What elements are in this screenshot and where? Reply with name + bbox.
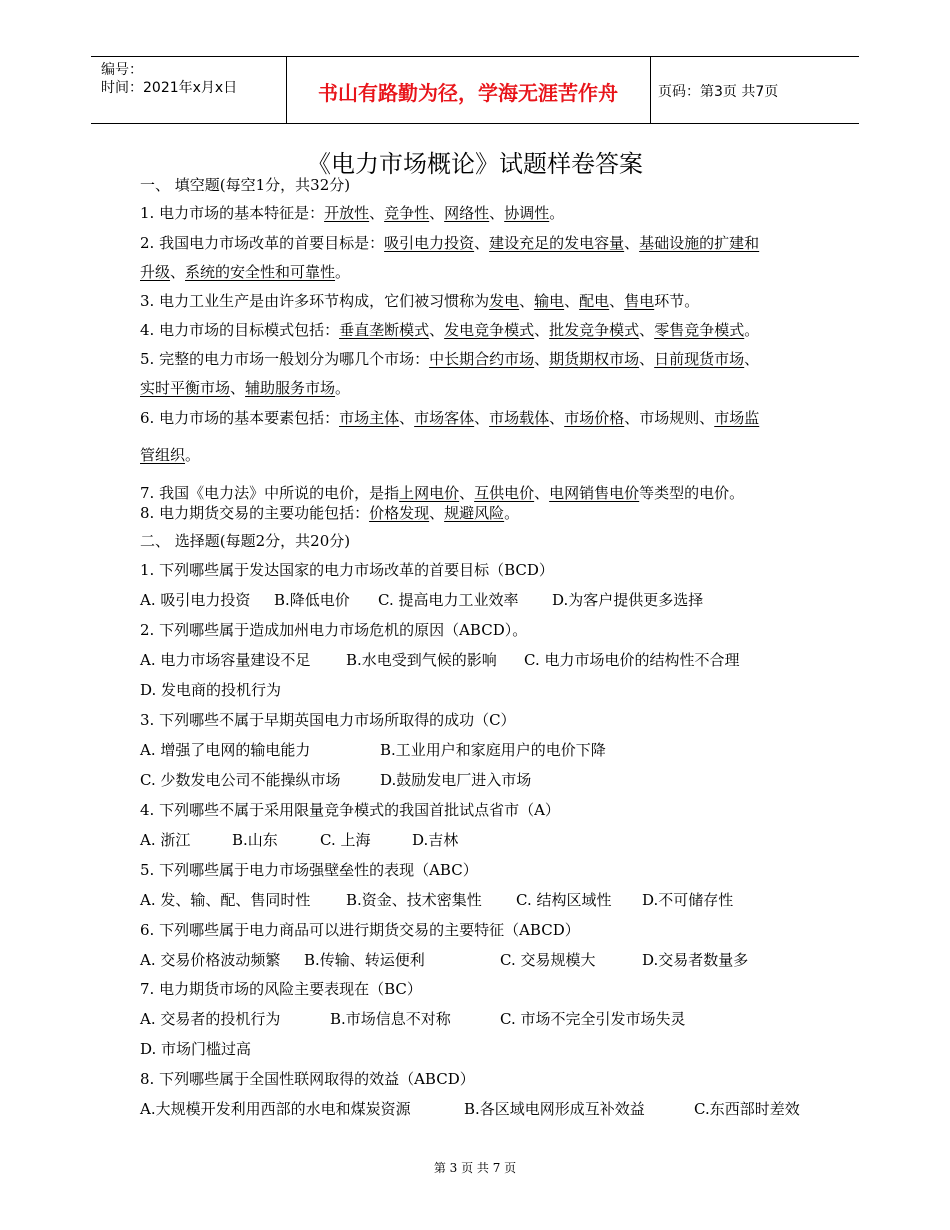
- answer-text: 售电: [624, 292, 655, 310]
- choice-q4-options: [140, 829, 458, 850]
- question-text: 环节。: [654, 292, 700, 310]
- option: B.工业用户和家庭用户的电价下降: [380, 741, 606, 759]
- option: B.山东: [232, 831, 278, 849]
- document-title: 《电力市场概论》试题样卷答案: [307, 150, 643, 178]
- answer-text: 价格发现: [369, 504, 430, 522]
- page-header: [91, 56, 859, 124]
- question-text: 3. 电力工业生产是由许多环节构成，它们被习惯称为: [140, 292, 490, 310]
- fill-q5: [140, 348, 759, 369]
- choice-q3-options-2: [140, 769, 531, 790]
- option: B.降低电价: [274, 591, 350, 609]
- option: B.各区域电网形成互补效益: [464, 1100, 645, 1118]
- option: C. 少数发电公司不能操纵市场: [140, 771, 341, 789]
- choice-q7-options: [140, 1008, 685, 1029]
- header-divider: [650, 57, 651, 123]
- header-motto: 书山有路勤为径，学海无涯苦作舟: [318, 81, 618, 105]
- fill-q7: [140, 482, 744, 503]
- answer-text: 中长期合约市场: [429, 350, 535, 368]
- option: A. 吸引电力投资: [140, 591, 251, 609]
- question-text: 、: [399, 409, 415, 427]
- choice-q7-option-d: D. 市场门槛过高: [140, 1040, 252, 1058]
- answer-text: 吸引电力投资: [384, 234, 475, 252]
- option: D.为客户提供更多选择: [552, 591, 704, 609]
- option: A.大规模开发利用西部的水电和煤炭资源: [140, 1100, 411, 1118]
- question-text: 、: [429, 321, 445, 339]
- answer-text: 批发竞争模式: [549, 321, 640, 339]
- option: B.水电受到气候的影响: [346, 651, 497, 669]
- question-text: 、: [534, 484, 550, 502]
- fill-q3: [140, 290, 699, 311]
- option: B.市场信息不对称: [330, 1010, 451, 1028]
- question-text: 。: [744, 321, 760, 339]
- answer-text: 管组织: [140, 446, 186, 464]
- choice-q1-options: [140, 589, 703, 610]
- question-text: 、: [230, 379, 246, 397]
- option: C.东西部时差效: [694, 1100, 800, 1118]
- answer-text: 上网电价: [399, 484, 460, 502]
- question-text: 4. 电力市场的目标模式包括：: [140, 321, 340, 339]
- option: B.传输、转运便利: [304, 951, 425, 969]
- option: D.不可储存性: [642, 891, 734, 909]
- choice-q7: 7. 电力期货市场的风险主要表现在（BC）: [140, 980, 422, 998]
- question-text: 。: [549, 204, 565, 222]
- header-meta: [101, 61, 237, 97]
- answer-text: 电网销售电价: [549, 484, 640, 502]
- question-text: 、: [474, 409, 490, 427]
- question-text: 、: [474, 234, 490, 252]
- answer-text: 系统的安全性和可靠性: [185, 263, 336, 281]
- answer-text: 竞争性: [384, 204, 430, 222]
- question-text: 8. 电力期货交易的主要功能包括：: [140, 504, 370, 522]
- question-text: 6. 电力市场的基本要素包括：: [140, 409, 340, 427]
- question-text: 。: [335, 263, 351, 281]
- answer-text: 建设充足的发电容量: [489, 234, 625, 252]
- fill-q6-cont: [140, 444, 200, 465]
- choice-q6-options: [140, 949, 748, 970]
- question-text: 、: [624, 234, 640, 252]
- answer-text: 协调性: [504, 204, 550, 222]
- question-text: 、: [429, 204, 445, 222]
- answer-text: 基础设施的扩建和: [639, 234, 760, 252]
- question-text: 5. 完整的电力市场一般划分为哪几个市场：: [140, 350, 430, 368]
- answer-text: 发电: [489, 292, 520, 310]
- answer-text: 市场主体: [339, 409, 400, 427]
- answer-text: 实时平衡市场: [140, 379, 231, 397]
- question-text: 、: [744, 350, 760, 368]
- option: A. 发、输、配、售同时性: [140, 891, 311, 909]
- fill-q2: [140, 232, 759, 253]
- question-text: 等类型的电价。: [639, 484, 745, 502]
- option: C. 交易规模大: [500, 951, 596, 969]
- header-page-info: 页码：第3页 共7页: [658, 84, 779, 100]
- option: A. 电力市场容量建设不足: [140, 651, 311, 669]
- answer-text: 开放性: [324, 204, 370, 222]
- option: A. 交易者的投机行为: [140, 1010, 281, 1028]
- choice-q3-options: [140, 739, 606, 760]
- choice-q2-option-d: D. 发电商的投机行为: [140, 681, 282, 699]
- fill-q6: [140, 407, 759, 428]
- fill-q2-cont: [140, 261, 350, 282]
- answer-text: 升级: [140, 263, 171, 281]
- question-text: 、市场规则、: [624, 409, 715, 427]
- fill-q1: [140, 202, 564, 223]
- answer-text: 市场价格: [564, 409, 625, 427]
- question-text: 、: [549, 409, 565, 427]
- question-text: 、: [534, 350, 550, 368]
- fill-q8: [140, 502, 519, 523]
- question-text: 、: [459, 484, 475, 502]
- answer-text: 期货期权市场: [549, 350, 640, 368]
- fill-q5-cont: [140, 377, 350, 398]
- question-text: 、: [429, 504, 445, 522]
- option: B.资金、技术密集性: [346, 891, 482, 909]
- number-label: 编号：: [101, 62, 143, 78]
- question-text: 、: [170, 263, 186, 281]
- choice-heading: 二、 选择题(每题2分，共20分): [140, 532, 351, 550]
- question-text: 。: [185, 446, 201, 464]
- answer-text: 市场监: [714, 409, 760, 427]
- option: C. 结构区域性: [516, 891, 612, 909]
- question-text: 、: [639, 321, 655, 339]
- answer-text: 输电: [534, 292, 565, 310]
- answer-text: 零售竞争模式: [654, 321, 745, 339]
- question-text: 、: [564, 292, 580, 310]
- choice-q5-options: [140, 889, 733, 910]
- choice-q2: 2. 下列哪些属于造成加州电力市场危机的原因（ABCD）。: [140, 621, 528, 639]
- choice-q8-options: [140, 1098, 800, 1119]
- choice-q1: 1. 下列哪些属于发达国家的电力市场改革的首要目标（BCD）: [140, 561, 554, 579]
- choice-q8: 8. 下列哪些属于全国性联网取得的效益（ABCD）: [140, 1070, 475, 1088]
- question-text: 。: [504, 504, 520, 522]
- choice-q5: 5. 下列哪些属于电力市场强壁垒性的表现（ABC）: [140, 861, 478, 879]
- question-text: 。: [335, 379, 351, 397]
- question-text: 2. 我国电力市场改革的首要目标是：: [140, 234, 385, 252]
- option: C. 市场不完全引发市场失灵: [500, 1010, 686, 1028]
- page-footer: 第 3 页 共 7 页: [433, 1161, 517, 1175]
- answer-text: 辅助服务市场: [245, 379, 336, 397]
- question-text: 、: [609, 292, 625, 310]
- answer-text: 网络性: [444, 204, 490, 222]
- choice-q6: 6. 下列哪些属于电力商品可以进行期货交易的主要特征（ABCD）: [140, 921, 580, 939]
- answer-text: 规避风险: [444, 504, 505, 522]
- option: C. 电力市场电价的结构性不合理: [524, 651, 740, 669]
- option: D.吉林: [412, 831, 459, 849]
- time-label: 时间：2021年x月x日: [101, 80, 238, 96]
- question-text: 1. 电力市场的基本特征是：: [140, 204, 325, 222]
- answer-text: 日前现货市场: [654, 350, 745, 368]
- option: A. 交易价格波动频繁: [140, 951, 281, 969]
- option: D.交易者数量多: [642, 951, 749, 969]
- fill-heading: 一、 填空题(每空1分，共32分): [140, 176, 351, 194]
- answer-text: 发电竞争模式: [444, 321, 535, 339]
- answer-text: 互供电价: [474, 484, 535, 502]
- choice-q2-options: [140, 649, 739, 670]
- answer-text: 市场客体: [414, 409, 475, 427]
- option: A. 增强了电网的输电能力: [140, 741, 311, 759]
- question-text: 、: [369, 204, 385, 222]
- answer-text: 配电: [579, 292, 610, 310]
- choice-q4: 4. 下列哪些不属于采用限量竞争模式的我国首批试点省市（A）: [140, 801, 560, 819]
- option: C. 上海: [320, 831, 371, 849]
- fill-q4: [140, 319, 759, 340]
- option: A. 浙江: [140, 831, 191, 849]
- option: C. 提高电力工业效率: [378, 591, 519, 609]
- option: D.鼓励发电厂进入市场: [380, 771, 532, 789]
- choice-q3: 3. 下列哪些不属于早期英国电力市场所取得的成功（C）: [140, 711, 516, 729]
- question-text: 、: [534, 321, 550, 339]
- question-text: 、: [489, 204, 505, 222]
- answer-text: 市场载体: [489, 409, 550, 427]
- question-text: 、: [639, 350, 655, 368]
- question-text: 7. 我国《电力法》中所说的电价，是指: [140, 484, 400, 502]
- answer-text: 垂直垄断模式: [339, 321, 430, 339]
- question-text: 、: [519, 292, 535, 310]
